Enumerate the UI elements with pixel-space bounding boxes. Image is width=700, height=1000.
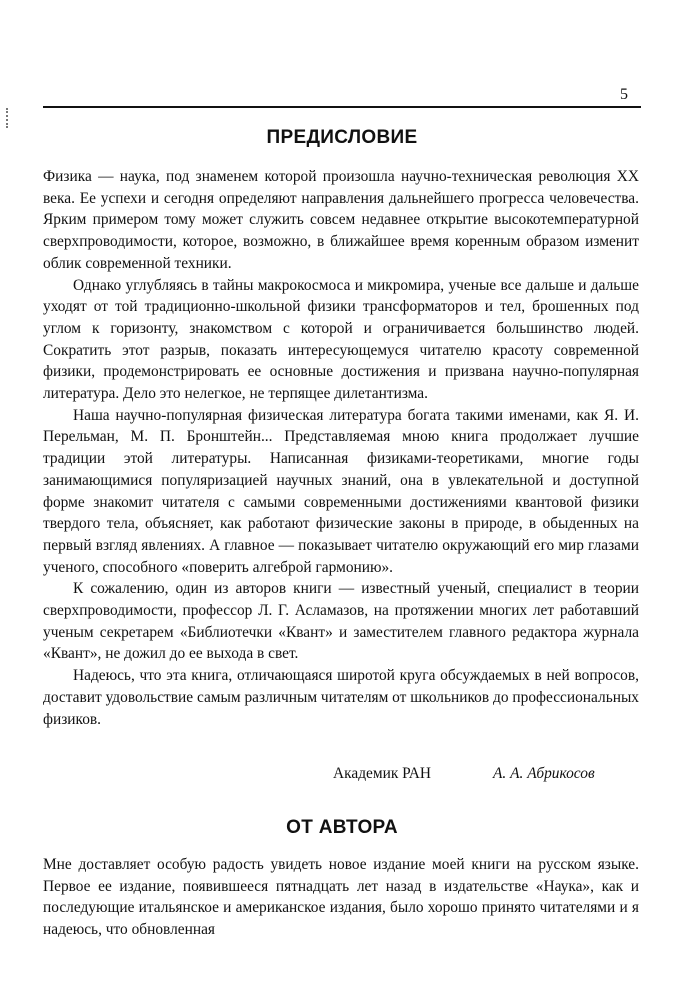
preface-title: ПРЕДИСЛОВИЕ — [266, 127, 418, 148]
from-author-paragraph: Мне доставляет особую радость увидеть новое издание моей книги на русском языке. Первое ее издание, появившееся пятнадцать лет назад в издательстве «Наука», как и последующие итальянское и американское издания, было хорошо принято читателями и я надеюсь, что обновленная — [43, 856, 639, 939]
signature-name: А. А. Абрикосов — [493, 765, 595, 782]
header-rule — [43, 106, 641, 108]
margin-mark — [6, 108, 10, 128]
preface-paragraph: Физика — наука, под знаменем которой произошла научно-техническая революция XX века. Ее успехи и сегодня определяют направления дальнейшего прогресса человечества. Ярким примером тому может служить совсем недавнее открытие высокотемпературной сверхпроводимости, которое, возможно, в ближайшее время коренным образом изменит облик современной техники. — [43, 168, 639, 272]
preface-paragraph: К сожалению, один из авторов книги — известный ученый, специалист в теории сверхпроводимости, профессор Л. Г. Асламазов, на протяжении многих лет работавший ученым секретарем «Библиотечки «Квант» и заместителем главного редактора журнала «Квант», не дожил до ее выхода в свет. — [43, 580, 639, 663]
from-author-title: ОТ АВТОРА — [286, 817, 398, 838]
preface-body — [43, 166, 639, 730]
signature-title: Академик РАН — [333, 765, 431, 782]
signature — [43, 765, 639, 787]
preface-paragraph: Наша научно-популярная физическая литература богата такими именами, как Я. И. Перельман, М. П. Бронштейн... Представляемая мною книга продолжает лучшие традиции этой литературы. Написанная физиками-теоретиками, многие годы занимающимися популяризацией научных знаний, она в увлекательной и доступной форме знакомит читателя с самыми современными достижениями квантовой физики твердого тела, объясняет, как работают физические законы в природе, в обыденных на первый взгляд явлениях. А главное — показывает читателю окружающий его мир глазами ученого, способного «поверить алгеброй гармонию». — [43, 406, 639, 576]
page-number: 5 — [620, 86, 628, 103]
preface-paragraph: Надеюсь, что эта книга, отличающаяся широтой круга обсуждаемых в ней вопросов, доставит удовольствие самым различным читателям от школьников до профессиональных физиков. — [43, 667, 639, 728]
from-author-body — [43, 854, 639, 941]
preface-paragraph: Однако углубляясь в тайны макрокосмоса и микромира, ученые все дальше и дальше уходят от той традиционно-школьной физики трансформаторов и тел, брошенных под углом к горизонту, знакомством с которой и ограничивается большинство людей. Сократить этот разрыв, показать интересующемуся читателю красоту современной физики, продемонстрировать ее основные достижения и призвана научно-популярная литература. Дело это нелегкое, не терпящее дилетантизма. — [43, 276, 639, 403]
